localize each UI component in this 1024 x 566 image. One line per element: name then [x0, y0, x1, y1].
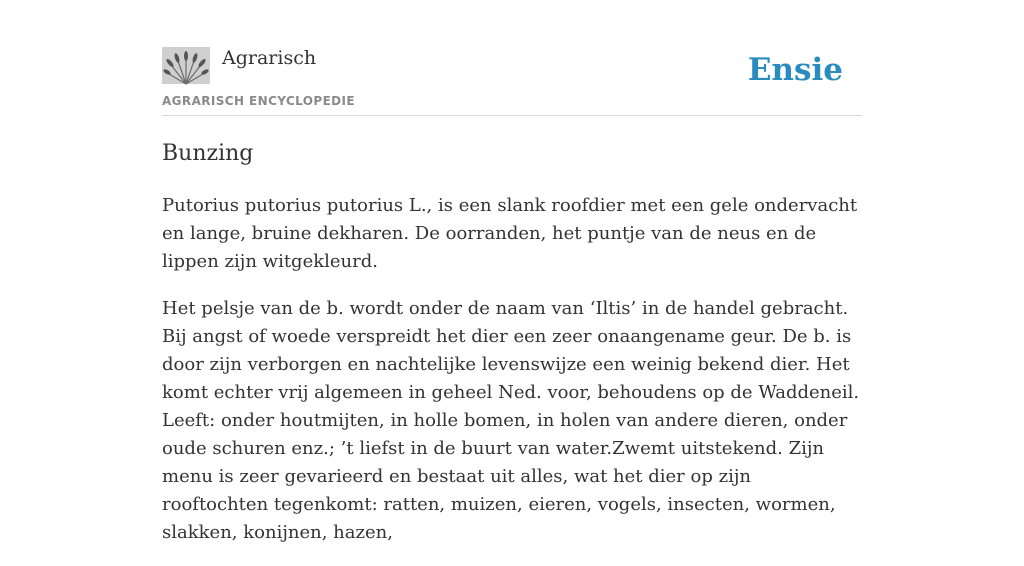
article-paragraph: Het pelsje van de b. wordt onder de naam van ‘Iltis’ in de handel gebracht. Bij angst of woede verspreidt het dier een zeer onaangename geur. De b. is door zijn verborgen en nachtelijke levenswijze een weinig bekend dier. Het komt echter vrij algemeen in geheel Ned. voor, behoudens op de Waddeneil. Leeft: onder houtmijten, in holle bomen, in holen van andere dieren, onder oude schuren enz.; ’t liefst in de buurt van water.Zwemt uitstekend. Zijn menu is zeer gevarieerd en bestaat uit alles, wat het dier op zijn rooftochten tegenkomt: ratten, muizen, eieren, vogels, insecten, wormen, slakken, konijnen, hazen,: [162, 298, 860, 543]
article-body: [162, 192, 862, 566]
article-title: Bunzing: [162, 141, 254, 166]
wheat-ears-logo-icon[interactable]: [162, 47, 210, 84]
source-subtitle[interactable]: AGRARISCH ENCYCLOPEDIE: [162, 94, 355, 108]
article-paragraph: Putorius putorius putorius L., is een slank roofdier met een gele ondervacht en lange, bruine dekharen. De oorranden, het puntje van de neus en de lippen zijn witgekleurd.: [162, 195, 858, 272]
header-divider: [162, 115, 862, 116]
source-name[interactable]: Agrarisch: [222, 47, 317, 69]
brand-logo[interactable]: Ensie: [747, 52, 843, 88]
header: [162, 46, 862, 116]
